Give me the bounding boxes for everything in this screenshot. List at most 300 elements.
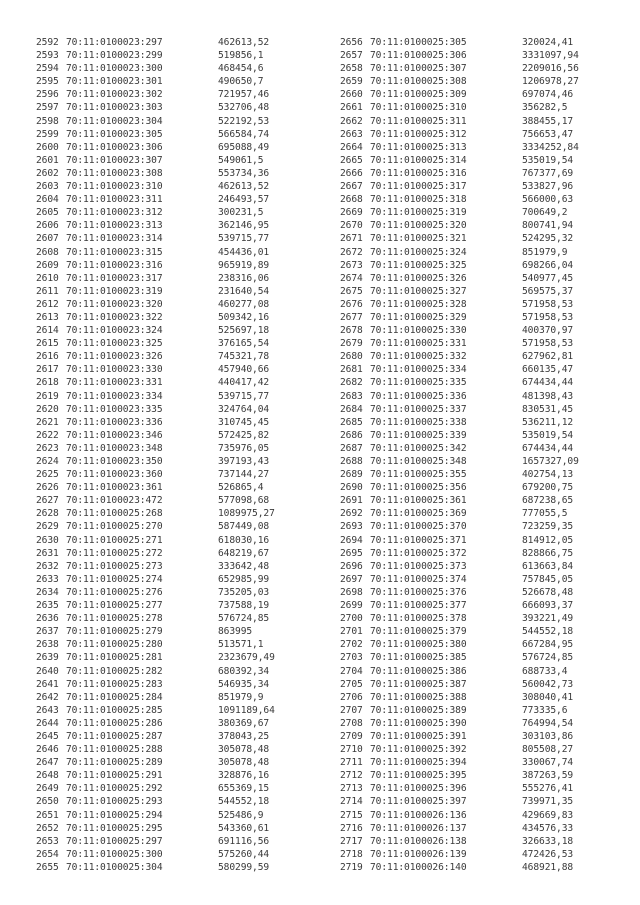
- cadastral-number: 70:11:0100023:325: [66, 338, 163, 350]
- cadastral-number: 70:11:0100025:376: [370, 586, 467, 598]
- table-row: [340, 795, 579, 808]
- cadastral-value: 700649,2: [522, 207, 568, 219]
- row-number: 2614: [36, 325, 59, 337]
- row-number: 2693: [340, 521, 363, 533]
- cadastral-value: 328876,16: [218, 770, 270, 782]
- row-number: 2716: [340, 822, 363, 834]
- table-row: [340, 62, 579, 75]
- cadastral-value: 549061,5: [218, 154, 264, 166]
- table-row: [340, 193, 579, 206]
- row-number: 2713: [340, 783, 363, 795]
- table-row: [36, 259, 275, 272]
- cadastral-value: 566584,74: [218, 128, 270, 140]
- row-number: 2668: [340, 194, 363, 206]
- table-row: [340, 36, 579, 49]
- row-number: 2633: [36, 573, 59, 585]
- table-row: [340, 128, 579, 141]
- cadastral-value: 388455,17: [522, 115, 574, 127]
- cadastral-value: 539715,77: [218, 233, 270, 245]
- row-number: 2638: [36, 639, 59, 651]
- cadastral-value: 533827,96: [522, 181, 574, 193]
- row-number: 2674: [340, 272, 363, 284]
- cadastral-value: 535019,54: [522, 154, 574, 166]
- table-row: [36, 376, 275, 389]
- cadastral-number: 70:11:0100025:355: [370, 469, 467, 481]
- cadastral-number: 70:11:0100025:356: [370, 482, 467, 494]
- cadastral-number: 70:11:0100023:346: [66, 429, 163, 441]
- cadastral-number: 70:11:0100025:325: [370, 259, 467, 271]
- cadastral-number: 70:11:0100025:297: [66, 835, 163, 847]
- table-row: [340, 49, 579, 62]
- table-row: [340, 246, 579, 259]
- cadastral-number: 70:11:0100025:289: [66, 757, 163, 769]
- cadastral-value: 356282,5: [522, 102, 568, 114]
- cadastral-value: 560042,73: [522, 678, 574, 690]
- row-number: 2712: [340, 770, 363, 782]
- cadastral-number: 70:11:0100025:324: [370, 246, 467, 258]
- cadastral-value: 434576,33: [522, 822, 574, 834]
- cadastral-value: 1089975,27: [218, 508, 275, 520]
- cadastral-number: 70:11:0100025:372: [370, 547, 467, 559]
- row-number: 2637: [36, 626, 59, 638]
- table-row: [36, 547, 275, 560]
- cadastral-value: 572425,82: [218, 429, 270, 441]
- table-row: [340, 101, 579, 114]
- cadastral-value: 739971,35: [522, 796, 574, 808]
- row-number: 2649: [36, 783, 59, 795]
- cadastral-value: 688733,4: [522, 665, 568, 677]
- row-number: 2619: [36, 390, 59, 402]
- table-row: [340, 481, 579, 494]
- table-row: [340, 704, 579, 717]
- row-number: 2653: [36, 835, 59, 847]
- cadastral-number: 70:11:0100023:302: [66, 89, 163, 101]
- table-row: [340, 534, 579, 547]
- table-row: [340, 376, 579, 389]
- row-number: 2684: [340, 403, 363, 415]
- row-number: 2634: [36, 586, 59, 598]
- table-row: [36, 206, 275, 219]
- table-row: [36, 861, 275, 874]
- table-row: [36, 809, 275, 822]
- table-row: [340, 180, 579, 193]
- table-row: [36, 586, 275, 599]
- row-number: 2647: [36, 757, 59, 769]
- table-row: [340, 403, 579, 416]
- cadastral-number: 70:11:0100023:299: [66, 50, 163, 62]
- cadastral-value: 231640,54: [218, 285, 270, 297]
- cadastral-value: 402754,13: [522, 469, 574, 481]
- row-number: 2688: [340, 456, 363, 467]
- cadastral-number: 70:11:0100025:271: [66, 534, 163, 546]
- row-number: 2717: [340, 835, 363, 847]
- table-row: [340, 861, 579, 874]
- cadastral-number: 70:11:0100023:360: [66, 469, 163, 481]
- cadastral-number: 70:11:0100025:319: [370, 207, 467, 219]
- table-row: [340, 612, 579, 625]
- cadastral-number: 70:11:0100023:313: [66, 220, 163, 232]
- row-number: 2691: [340, 495, 363, 507]
- cadastral-value: 429669,83: [522, 809, 574, 821]
- cadastral-value: 2209016,56: [522, 63, 579, 75]
- table-row: [36, 442, 275, 455]
- row-number: 2659: [340, 76, 363, 88]
- cadastral-value: 397193,43: [218, 456, 270, 467]
- cadastral-value: 756653,47: [522, 128, 574, 140]
- cadastral-value: 660135,47: [522, 364, 574, 376]
- cadastral-number: 70:11:0100023:336: [66, 416, 163, 428]
- row-number: 2598: [36, 115, 59, 127]
- row-number: 2694: [340, 534, 363, 546]
- cadastral-number: 70:11:0100025:369: [370, 508, 467, 520]
- cadastral-number: 70:11:0100025:286: [66, 717, 163, 729]
- cadastral-value: 777055,5: [522, 508, 568, 520]
- cadastral-value: 757845,05: [522, 573, 574, 585]
- cadastral-value: 378043,25: [218, 730, 270, 742]
- table-row: [36, 665, 275, 678]
- row-number: 2609: [36, 259, 59, 271]
- table-row: [340, 115, 579, 128]
- cadastral-number: 70:11:0100025:317: [370, 181, 467, 193]
- cadastral-number: 70:11:0100025:288: [66, 744, 163, 756]
- row-number: 2604: [36, 194, 59, 206]
- table-row: [36, 128, 275, 141]
- row-number: 2662: [340, 115, 363, 127]
- cadastral-value: 721957,46: [218, 89, 270, 101]
- cadastral-number: 70:11:0100025:311: [370, 115, 467, 127]
- row-number: 2625: [36, 469, 59, 481]
- cadastral-number: 70:11:0100025:390: [370, 717, 467, 729]
- cadastral-number: 70:11:0100025:280: [66, 639, 163, 651]
- row-number: 2595: [36, 76, 59, 88]
- cadastral-number: 70:11:0100025:308: [370, 76, 467, 88]
- table-row: [340, 167, 579, 180]
- table-row: [36, 560, 275, 573]
- table-row: [340, 743, 579, 756]
- cadastral-value: 555276,41: [522, 783, 574, 795]
- table-row: [340, 769, 579, 782]
- cadastral-value: 674434,44: [522, 442, 574, 454]
- row-number: 2660: [340, 89, 363, 101]
- table-row: [36, 835, 275, 848]
- row-number: 2701: [340, 626, 363, 638]
- row-number: 2692: [340, 508, 363, 520]
- table-row: [36, 49, 275, 62]
- row-number: 2600: [36, 141, 59, 153]
- row-number: 2669: [340, 207, 363, 219]
- cadastral-value: 576724,85: [522, 652, 574, 664]
- cadastral-value: 536211,12: [522, 416, 574, 428]
- cadastral-number: 70:11:0100023:326: [66, 351, 163, 363]
- table-row: [340, 507, 579, 520]
- row-number: 2699: [340, 600, 363, 612]
- cadastral-number: 70:11:0100025:385: [370, 652, 467, 664]
- cadastral-number: 70:11:0100023:304: [66, 115, 163, 127]
- cadastral-value: 687238,65: [522, 495, 574, 507]
- table-row: [340, 272, 579, 285]
- row-number: 2709: [340, 730, 363, 742]
- row-number: 2620: [36, 403, 59, 415]
- row-number: 2702: [340, 639, 363, 651]
- table-row: [340, 494, 579, 507]
- table-row: [36, 756, 275, 769]
- row-number: 2648: [36, 770, 59, 782]
- table-row: [340, 324, 579, 337]
- row-number: 2626: [36, 482, 59, 494]
- table-row: [340, 442, 579, 455]
- cadastral-number: 70:11:0100025:326: [370, 272, 467, 284]
- cadastral-value: 362146,95: [218, 220, 270, 232]
- row-number: 2700: [340, 613, 363, 625]
- row-number: 2618: [36, 377, 59, 389]
- cadastral-value: 723259,35: [522, 521, 574, 533]
- row-number: 2686: [340, 429, 363, 441]
- cadastral-value: 305078,48: [218, 744, 270, 756]
- cadastral-number: 70:11:0100023:322: [66, 311, 163, 323]
- cadastral-value: 440417,42: [218, 377, 270, 389]
- cadastral-value: 851979,9: [522, 246, 568, 258]
- table-row: [36, 455, 275, 468]
- cadastral-value: 457940,66: [218, 364, 270, 376]
- table-row: [340, 416, 579, 429]
- cadastral-value: 544552,18: [522, 626, 574, 638]
- cadastral-value: 773335,6: [522, 704, 568, 716]
- row-number: 2666: [340, 167, 363, 179]
- cadastral-number: 70:11:0100025:320: [370, 220, 467, 232]
- cadastral-number: 70:11:0100025:314: [370, 154, 467, 166]
- row-number: 2695: [340, 547, 363, 559]
- cadastral-value: 965919,89: [218, 259, 270, 271]
- cadastral-number: 70:11:0100023:301: [66, 76, 163, 88]
- cadastral-value: 3331097,94: [522, 50, 579, 62]
- row-number: 2706: [340, 691, 363, 703]
- row-number: 2677: [340, 311, 363, 323]
- cadastral-value: 828866,75: [522, 547, 574, 559]
- table-row: [340, 651, 579, 664]
- table-row: [36, 75, 275, 88]
- row-number: 2672: [340, 246, 363, 258]
- table-row: [36, 285, 275, 298]
- table-row: [340, 625, 579, 638]
- cadastral-number: 70:11:0100023:472: [66, 495, 163, 507]
- cadastral-value: 764994,54: [522, 717, 574, 729]
- cadastral-value: 490650,7: [218, 76, 264, 88]
- row-number: 2622: [36, 429, 59, 441]
- row-number: 2644: [36, 717, 59, 729]
- row-number: 2627: [36, 495, 59, 507]
- cadastral-number: 70:11:0100023:350: [66, 456, 163, 467]
- cadastral-number: 70:11:0100026:136: [370, 809, 467, 821]
- cadastral-number: 70:11:0100025:283: [66, 678, 163, 690]
- row-number: 2687: [340, 442, 363, 454]
- cadastral-number: 70:11:0100025:388: [370, 691, 467, 703]
- row-number: 2679: [340, 338, 363, 350]
- cadastral-number: 70:11:0100025:284: [66, 691, 163, 703]
- row-number: 2615: [36, 338, 59, 350]
- cadastral-number: 70:11:0100023:303: [66, 102, 163, 114]
- table-row: [340, 259, 579, 272]
- cadastral-value: 300231,5: [218, 207, 264, 219]
- cadastral-value: 543360,61: [218, 822, 270, 834]
- cadastral-number: 70:11:0100025:272: [66, 547, 163, 559]
- row-number: 2612: [36, 298, 59, 310]
- cadastral-number: 70:11:0100023:317: [66, 272, 163, 284]
- cadastral-value: 526865,4: [218, 482, 264, 494]
- table-row: [340, 599, 579, 612]
- row-number: 2628: [36, 508, 59, 520]
- table-row: [340, 717, 579, 730]
- table-row: [36, 193, 275, 206]
- cadastral-value: 303103,86: [522, 730, 574, 742]
- row-number: 2646: [36, 744, 59, 756]
- cadastral-value: 814912,05: [522, 534, 574, 546]
- row-number: 2616: [36, 351, 59, 363]
- cadastral-number: 70:11:0100025:279: [66, 626, 163, 638]
- cadastral-number: 70:11:0100025:285: [66, 704, 163, 716]
- table-row: [36, 62, 275, 75]
- row-number: 2710: [340, 744, 363, 756]
- cadastral-number: 70:11:0100025:276: [66, 586, 163, 598]
- cadastral-value: 387263,59: [522, 770, 574, 782]
- row-number: 2599: [36, 128, 59, 140]
- cadastral-number: 70:11:0100025:330: [370, 325, 467, 337]
- row-number: 2613: [36, 311, 59, 323]
- table-row: [36, 743, 275, 756]
- cadastral-number: 70:11:0100023:335: [66, 403, 163, 415]
- cadastral-number: 70:11:0100025:336: [370, 390, 467, 402]
- cadastral-value: 539715,77: [218, 390, 270, 402]
- table-row: [36, 101, 275, 114]
- cadastral-value: 462613,52: [218, 37, 270, 48]
- cadastral-number: 70:11:0100025:380: [370, 639, 467, 651]
- table-row: [36, 730, 275, 743]
- table-row: [340, 665, 579, 678]
- row-number: 2678: [340, 325, 363, 337]
- row-number: 2670: [340, 220, 363, 232]
- table-row: [340, 350, 579, 363]
- row-number: 2635: [36, 600, 59, 612]
- cadastral-number: 70:11:0100023:300: [66, 63, 163, 75]
- cadastral-number: 70:11:0100025:281: [66, 652, 163, 664]
- cadastral-value: 481398,43: [522, 390, 574, 402]
- table-row: [340, 520, 579, 533]
- cadastral-number: 70:11:0100026:140: [370, 861, 467, 873]
- row-number: 2651: [36, 809, 59, 821]
- cadastral-number: 70:11:0100025:373: [370, 560, 467, 572]
- cadastral-number: 70:11:0100025:313: [370, 141, 467, 153]
- row-number: 2676: [340, 298, 363, 310]
- cadastral-value: 767377,69: [522, 167, 574, 179]
- cadastral-number: 70:11:0100023:311: [66, 194, 163, 206]
- row-number: 2597: [36, 102, 59, 114]
- row-number: 2703: [340, 652, 363, 664]
- cadastral-value: 393221,49: [522, 613, 574, 625]
- row-number: 2661: [340, 102, 363, 114]
- cadastral-value: 2323679,49: [218, 652, 275, 664]
- cadastral-number: 70:11:0100025:295: [66, 822, 163, 834]
- cadastral-number: 70:11:0100023:316: [66, 259, 163, 271]
- table-row: [36, 507, 275, 520]
- table-row: [36, 311, 275, 324]
- cadastral-value: 376165,54: [218, 338, 270, 350]
- row-number: 2645: [36, 730, 59, 742]
- row-number: 2658: [340, 63, 363, 75]
- cadastral-value: 666093,37: [522, 600, 574, 612]
- table-row: [36, 363, 275, 376]
- cadastral-value: 680392,34: [218, 665, 270, 677]
- table-row: [340, 835, 579, 848]
- cadastral-value: 745321,78: [218, 351, 270, 363]
- table-row: [36, 180, 275, 193]
- table-row: [36, 337, 275, 350]
- row-number: 2650: [36, 796, 59, 808]
- table-row: [340, 455, 579, 468]
- cadastral-number: 70:11:0100025:277: [66, 600, 163, 612]
- cadastral-number: 70:11:0100025:318: [370, 194, 467, 206]
- cadastral-number: 70:11:0100025:377: [370, 600, 467, 612]
- cadastral-number: 70:11:0100023:312: [66, 207, 163, 219]
- cadastral-number: 70:11:0100025:342: [370, 442, 467, 454]
- cadastral-number: 70:11:0100025:300: [66, 848, 163, 860]
- cadastral-value: 522192,53: [218, 115, 270, 127]
- cadastral-value: 800741,94: [522, 220, 574, 232]
- cadastral-number: 70:11:0100025:335: [370, 377, 467, 389]
- table-row: [36, 350, 275, 363]
- cadastral-number: 70:11:0100026:138: [370, 835, 467, 847]
- left-column: [36, 36, 275, 874]
- row-number: 2696: [340, 560, 363, 572]
- cadastral-number: 70:11:0100025:328: [370, 298, 467, 310]
- cadastral-value: 400370,97: [522, 325, 574, 337]
- row-number: 2630: [36, 534, 59, 546]
- cadastral-value: 380369,67: [218, 717, 270, 729]
- cadastral-value: 525697,18: [218, 325, 270, 337]
- cadastral-value: 830531,45: [522, 403, 574, 415]
- row-number: 2681: [340, 364, 363, 376]
- cadastral-value: 737588,19: [218, 600, 270, 612]
- table-row: [36, 272, 275, 285]
- row-number: 2636: [36, 613, 59, 625]
- cadastral-value: 618030,16: [218, 534, 270, 546]
- cadastral-number: 70:11:0100025:291: [66, 770, 163, 782]
- row-number: 2643: [36, 704, 59, 716]
- cadastral-value: 571958,53: [522, 311, 574, 323]
- table-row: [340, 822, 579, 835]
- table-row: [340, 638, 579, 651]
- cadastral-number: 70:11:0100023:331: [66, 377, 163, 389]
- right-column: [340, 36, 579, 874]
- cadastral-value: 569575,37: [522, 285, 574, 297]
- cadastral-number: 70:11:0100025:332: [370, 351, 467, 363]
- cadastral-value: 535019,54: [522, 429, 574, 441]
- table-row: [340, 141, 579, 154]
- cadastral-value: 468921,88: [522, 861, 574, 873]
- cadastral-value: 566000,63: [522, 194, 574, 206]
- row-number: 2601: [36, 154, 59, 166]
- table-row: [36, 494, 275, 507]
- table-row: [36, 141, 275, 154]
- table-row: [340, 468, 579, 481]
- table-row: [340, 232, 579, 245]
- table-row: [36, 651, 275, 664]
- cadastral-number: 70:11:0100023:315: [66, 246, 163, 258]
- row-number: 2708: [340, 717, 363, 729]
- cadastral-value: 519856,1: [218, 50, 264, 62]
- cadastral-number: 70:11:0100025:348: [370, 456, 467, 467]
- cadastral-value: 525486,9: [218, 809, 264, 821]
- table-row: [36, 429, 275, 442]
- cadastral-value: 326633,18: [522, 835, 574, 847]
